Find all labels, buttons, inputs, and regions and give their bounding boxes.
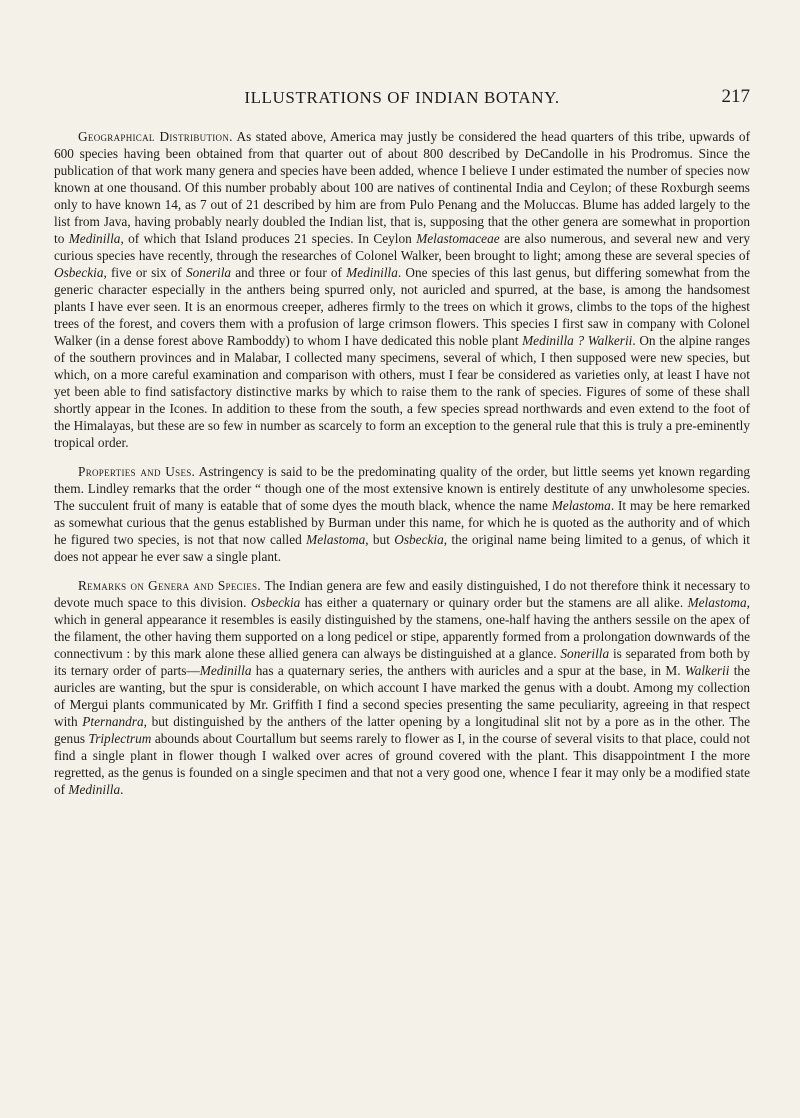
paragraph-body (54, 578, 750, 797)
text-run: , five or six of (103, 265, 186, 280)
text-run: . One species of this last genus, but differing somewhat from the generic character especially in the anthers being spurred only, not auricled and spurred, at the base, is among the handsomest plants I have ever seen. It is an enormous creeper, adheres firmly to the trees on which it grows, climbs to the tops of the highest trees of the forest, and covers them with a profusion of large crimson flowers. This species I first saw in company with Colonel Walker (in a dense forest above Ramboddy) to whom I have dedicated this noble plant (54, 265, 750, 348)
text-run: The Indian genera are few and easily distinguished, I do not therefore think it necessary to devote much space to this division. (54, 578, 750, 610)
italic-term: Melastomaceae (416, 231, 500, 246)
italic-term: Sonerila (186, 265, 232, 280)
italic-term: Melastoma (687, 595, 747, 610)
text-run: , but distinguished by the anthers of the latter opening by a longitudinal slit not by a pore as in the other. The genus (54, 714, 751, 746)
paragraph-geographical-distribution (54, 128, 750, 451)
paragraph-remarks-on-genera-and-species (54, 577, 750, 798)
text-run: has a quaternary series, the anthers with auricles and a spur at the base, in M. (251, 663, 685, 678)
text-run: has either a quaternary or quinary order but the stamens are all alike. (300, 595, 688, 610)
italic-term: Sonerilla (560, 646, 610, 661)
italic-term: Medinilla (346, 265, 398, 280)
running-head (54, 88, 750, 110)
text-run: are also numerous, and several new and very curious species have recently, through the researches of Colonel Walker, been brought to light; among these are several species of (54, 231, 751, 263)
text-run: . (120, 782, 124, 797)
italic-term: Melastoma (551, 498, 611, 513)
running-title: ILLUSTRATIONS OF INDIAN BOTANY. (244, 88, 560, 107)
paragraph-body (54, 464, 750, 564)
section-heading: Geographical Distribution. (78, 129, 233, 144)
text-run: is separated from both by its ternary order of parts— (54, 646, 750, 678)
text-run: , of which that Island produces 21 species. In Ceylon (120, 231, 417, 246)
text-run: . On the alpine ranges of the southern provinces and in Malabar, I collected many specimens, several of which, I then supposed were new species, but which, on a more careful examination and comparison with others, must I fear be considered as varieties only, at least I have not yet been able to find satisfactory distinctive marks by which to raise them to the rank of species. Figures of some of these shall shortly appear in the Icones. In addition to these from the south, a few species spread northwards and even extend to the foot of the Himalayas, but these are so few in number as scarcely to form an exception to the general rule that this is truly a pre-eminently tropical order. (54, 333, 750, 450)
italic-term: Triplectrum (88, 731, 152, 746)
page-number: 217 (721, 86, 750, 107)
paragraph-body (54, 129, 750, 450)
book-page (54, 0, 750, 1118)
text-run: , the original name being limited to a genus, of which it does not appear he ever saw a single plant. (54, 532, 750, 564)
text-run: , which in general appearance it resembles is easily distinguished by the stamens, one-half having the anthers sessile on the apex of the filament, the other having them supported on a long pedicel or stipe, apparently formed from a prolongation downwards of the connectivum : by this mark alone these allied genera can always be distinguished at a glance. (54, 595, 750, 661)
section-heading: Remarks on Genera and Species. (78, 578, 261, 593)
paragraph-properties-and-uses (54, 463, 750, 565)
text-run: and three or four of (231, 265, 347, 280)
italic-term: Pternandra (82, 714, 144, 729)
italic-term: Medinilla (68, 782, 121, 797)
text-run: abounds about Courtallum but seems rarely to flower as I, in the course of several visits to that place, could not find a single plant in flower though I walked over acres of ground covered with the plant. This disappointment I the more regretted, as the genus is founded on a single specimen and that not a very good one, whence I fear it may only be a modified state of (54, 731, 750, 797)
italic-term: Osbeckia (250, 595, 301, 610)
italic-term: Medinilla (199, 663, 252, 678)
italic-term: Osbeckia (54, 265, 104, 280)
text-run: Astringency is said to be the predominating quality of the order, but little seems yet known regarding them. Lindley remarks that the order “ though one of the most extensive known is entirely destitute of any unwholesome species. The succulent fruit of many is eatable that of some dyes the mouth black, whence the name (54, 464, 750, 513)
italic-term: Walkerii (684, 663, 730, 678)
body-text (54, 128, 750, 810)
text-run: the auricles are wanting, but the spur is considerable, on which account I have marked the genus with a doubt. Among my collection of Mergui plants communicated by Mr. Griffith I find a second species presenting the same peculiarity, agreeing in that respect with (54, 663, 750, 729)
italic-term: Melastoma (306, 532, 366, 547)
italic-term: Medinilla ? Walkerii (522, 333, 633, 348)
text-run: . It may be here remarked as somewhat curious that the genus established by Burman under this name, for which he is quoted as the authority and of which he figured two species, is not that now called (54, 498, 751, 547)
text-run: , but (365, 532, 395, 547)
italic-term: Medinilla (68, 231, 121, 246)
italic-term: Osbeckia (394, 532, 444, 547)
text-run: As stated above, America may justly be considered the head quarters of this tribe, upwards of 600 species having been obtained from that quarter out of about 800 described by DeCandolle in his Prodromus. Since the publication of that work many genera and species have been added, whence I believe I under estimated the number of species now known at one thousand. Of this number probably about 100 are natives of continental India and Ceylon; of these Roxburgh seems only to have known 14, as 7 out of 21 described by him are from Pulo Penang and the Moluccas. Blume has added largely to the list from Java, having probably nearly doubled the Indian list, that is, supposing that the other genera are somewhat in proportion to (54, 129, 750, 246)
section-heading: Properties and Uses. (78, 464, 196, 479)
